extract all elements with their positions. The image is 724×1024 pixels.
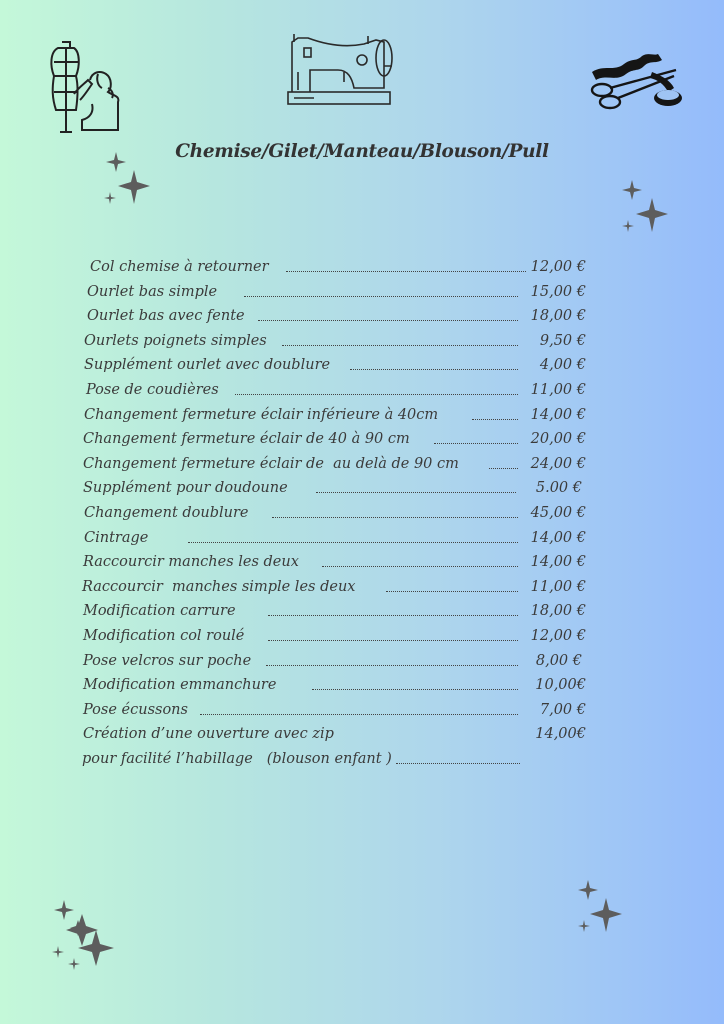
sparkle-icon [50,896,120,976]
item-price: 18,00 € [530,308,586,325]
item-price: 8,00 € [535,652,582,669]
item-price: 11,00 € [530,382,586,398]
item-label: Changement fermeture éclair de 40 à 90 cm [83,431,410,448]
price-list-item [0,723,724,745]
item-label: Raccourcir manches simple les deux [82,578,356,595]
item-price: 24,00 € [530,455,586,472]
item-label: Supplément pour doudoune [83,480,288,497]
dot-leader [244,281,518,303]
price-list-item [0,748,724,770]
item-price: 12,00 € [530,628,586,644]
dot-leader [472,404,518,426]
price-list-item [0,650,724,672]
item-label: Col chemise à retourner [90,259,269,275]
dot-leader [272,502,518,524]
price-list-item [0,477,724,499]
price-list-item [0,600,724,622]
item-price: 15,00 € [530,283,586,300]
page-title: Chemise/Gilet/Manteau/Blouson/Pull [175,141,549,162]
item-label: Modification emmanchure [83,677,277,694]
item-label: Ourlet bas avec fente [87,308,245,325]
price-list-item [0,305,724,327]
dot-leader [286,256,526,278]
dot-leader [266,650,518,672]
price-list-item [0,625,724,647]
sparkle-icon [618,178,674,238]
item-label: Changement doublure [84,505,249,521]
price-list-item [0,527,724,549]
item-label: Changement fermeture éclair de au delà de 90 cm [83,455,459,472]
dot-leader [282,330,518,352]
dot-leader [396,748,520,770]
price-list-item [0,699,724,721]
item-price: 5.00 € [535,480,582,497]
price-list-item [0,428,724,450]
item-label: Ourlet bas simple [87,283,218,300]
price-list-item [0,502,724,524]
dot-leader [312,674,518,696]
dot-leader [316,477,516,499]
item-label: Pose écussons [83,701,188,718]
item-price: 10,00€ [535,677,586,694]
dot-leader [188,527,518,549]
dot-leader [258,305,518,327]
item-price: 14,00€ [535,726,586,743]
item-price: 4,00 € [539,357,586,374]
dot-leader [268,600,518,622]
item-label: pour facilité l’habillage (blouson enfant ) [82,751,392,767]
item-label: Pose velcros sur poche [83,652,252,669]
item-price: 45,00 € [530,505,586,521]
dot-leader [386,576,518,598]
item-label: Modification col roulé [83,628,245,644]
item-label: Modification carrure [83,603,236,620]
dot-leader [322,551,518,573]
dot-leader [434,428,518,450]
price-list-item [0,551,724,573]
item-price: 14,00 € [530,529,586,546]
sewing-machine-icon [284,32,396,110]
item-label: Création d’une ouverture avec zip [83,726,334,743]
item-price: 14,00 € [530,554,586,571]
price-list-item [0,354,724,376]
dot-leader [489,453,518,475]
item-label: Raccourcir manches les deux [83,554,299,571]
item-label: Cintrage [84,529,149,546]
dress-form-seamstress-icon [46,36,136,136]
item-price: 9,50 € [539,332,586,349]
item-price: 18,00 € [530,603,586,620]
item-label: Supplément ourlet avec doublure [84,357,331,374]
item-price: 7,00 € [539,701,586,718]
item-price: 14,00 € [530,406,586,423]
item-label: Changement fermeture éclair inférieure à 40cm [84,406,439,423]
price-list-item [0,674,724,696]
price-list-item [0,404,724,426]
price-list-item [0,281,724,303]
dot-leader [350,354,518,376]
price-list-item [0,256,724,278]
dot-leader [268,625,518,647]
sparkle-icon [572,878,628,938]
dot-leader [200,699,518,721]
item-price: 12,00 € [530,259,586,275]
item-price: 11,00 € [530,578,586,595]
dot-leader [235,379,518,401]
price-list-item [0,379,724,401]
item-price: 20,00 € [530,431,586,448]
scissors-measuring-tape-icon [588,50,688,112]
item-label: Pose de coudières [86,382,219,398]
price-list-item [0,453,724,475]
price-list-item [0,330,724,352]
price-list-item [0,576,724,598]
item-label: Ourlets poignets simples [84,332,267,349]
